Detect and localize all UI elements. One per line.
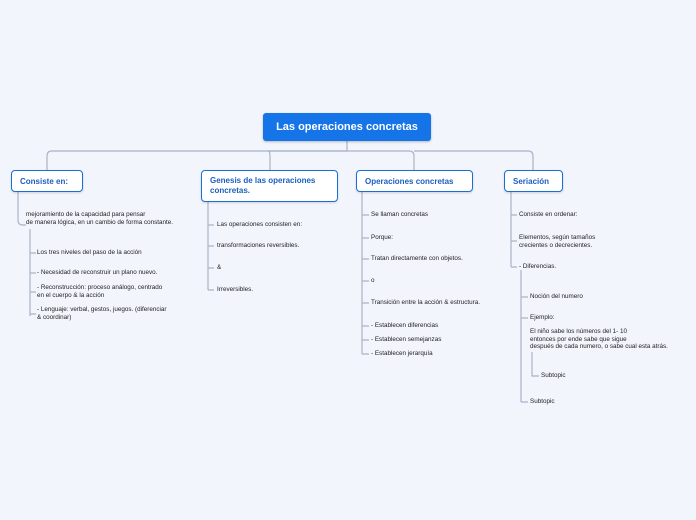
topic-item[interactable]: Elementos, según tamaños crecientes o decrecientes. — [519, 234, 596, 249]
connector-root-branch-2 — [268, 151, 347, 171]
connector-b4-subsub — [532, 352, 539, 376]
topic-item[interactable]: Transición entre la acción & estructura. — [371, 299, 480, 306]
topic-item[interactable]: Porque: — [371, 234, 394, 241]
topic-item[interactable]: - Reconstrucción: proceso análogo, centrado en el cuerpo & la acción — [37, 284, 163, 299]
branch-label: Consiste en: — [20, 176, 69, 186]
topic-item[interactable]: - Establecen diferencias — [371, 322, 439, 329]
branch-seriacion[interactable] — [504, 170, 563, 192]
topic-item[interactable]: Las operaciones consisten en: — [217, 221, 303, 228]
root-topic[interactable] — [263, 113, 431, 141]
topic-item[interactable]: Se llaman concretas — [371, 211, 429, 218]
topic-item[interactable]: Subtopic — [541, 372, 566, 379]
topic-item[interactable]: mejoramiento de la capacidad para pensar de manera lógica, en un cambio de forma constante. — [26, 211, 174, 226]
topic-item[interactable]: & — [217, 264, 222, 271]
topic-item[interactable]: o — [371, 277, 375, 284]
topic-item[interactable]: Los tres niveles del paso de la acción — [37, 249, 142, 256]
topic-item[interactable]: - Establecen jerarquía — [371, 350, 433, 357]
connector-b1-items — [18, 192, 26, 225]
topic-item[interactable]: Consiste en ordenar: — [519, 211, 578, 218]
topic-item[interactable]: - Necesidad de reconstruir un plano nuevo. — [37, 269, 158, 276]
topic-item[interactable]: Irreversibles. — [217, 286, 254, 293]
topic-item[interactable]: - Diferencias. — [519, 263, 557, 270]
branch-operaciones-concretas[interactable] — [356, 170, 473, 192]
topic-item[interactable]: - Lenguaje: verbal, gestos, juegos. (diferenciar & coordinar) — [37, 306, 167, 321]
topic-item[interactable]: transformaciones reversibles. — [217, 242, 300, 249]
connector-root-branch-1 — [47, 141, 347, 171]
connector-root-branch-4 — [414, 151, 533, 171]
branch-label: Genesis de las operaciones concretas. — [210, 176, 316, 195]
topic-item[interactable]: Ejemplo: — [530, 314, 555, 321]
branch-genesis[interactable] — [201, 170, 338, 202]
branch-label: Seriación — [513, 176, 550, 186]
topic-item[interactable]: Noción del numero — [530, 293, 583, 300]
topic-item[interactable]: Tratan directamente con objetos. — [371, 255, 463, 262]
branch-label: Operaciones concretas — [365, 176, 454, 186]
topic-item[interactable]: Subtopic — [530, 398, 555, 405]
topic-item[interactable]: El niño sabe los números del 1- 10 entonces por ende sabe que sigue después de cada numero, o sabe cual esta atrás. — [530, 328, 668, 351]
branch-consiste-en[interactable] — [11, 170, 83, 192]
topic-item[interactable]: - Establecen semejanzas — [371, 336, 442, 343]
connector-root-branch-3 — [347, 151, 414, 171]
root-topic-label: Las operaciones concretas — [276, 121, 418, 133]
